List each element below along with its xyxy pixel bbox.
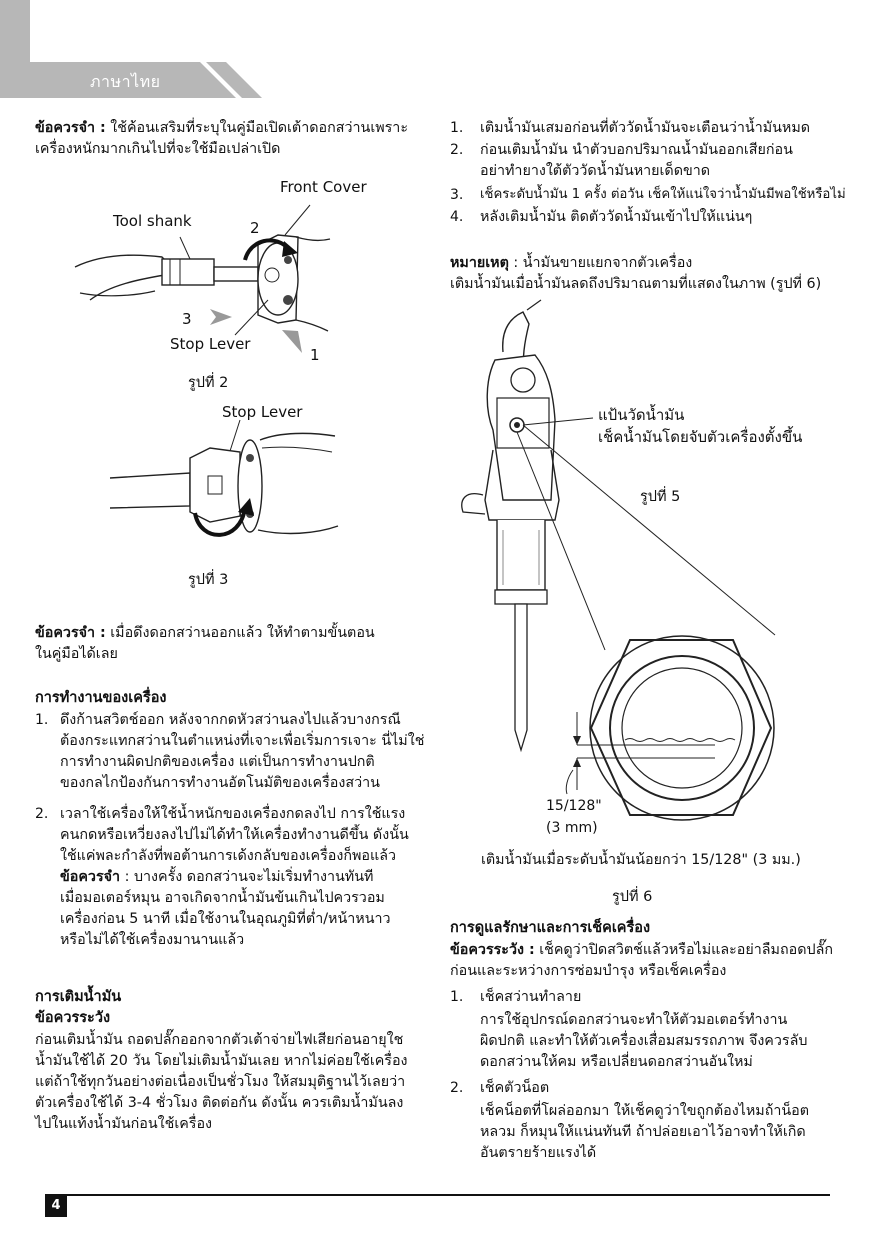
- operation-title: การทำงานของเครื่อง: [35, 690, 167, 706]
- operation-item2-note-line: เครื่องก่อน 5 นาที เมื่อใช้งานในอุณภูมิที่ต่ำ/หน้าหนาว: [60, 911, 391, 927]
- fig5-gauge-desc: เช็คน้ำมันโดยจับตัวเครื่องตั้งขึ้น: [598, 428, 803, 446]
- fig6-measure-inch: 15/128": [546, 798, 602, 814]
- operation-item2-number: 2.: [35, 806, 49, 822]
- fig2-caption: รูปที่ 2: [188, 375, 229, 391]
- oil-line: ก่อนเติมน้ำมัน ถอดปลั๊กออกจากตัวเต้าจ่ายไฟเสียก่อนอายุใช: [35, 1032, 404, 1048]
- maintenance-item1-line: ผิดปกติ และทำให้ตัวเครื่องเสื่อมสมรรถภาพ จึงควรลับ: [480, 1033, 808, 1049]
- oil-line: แต่ถ้าใช้ทุกวันอย่างต่อเนื่องเป็นชั่วโมง ให้สมมุติฐานไว้เลยว่า: [35, 1074, 406, 1090]
- operation-item1-line: ของกลไกป้องกันการทำงานอัตโนมัติของเครื่องสว่าน: [60, 775, 380, 791]
- figure-5-6-illustration: [455, 300, 825, 820]
- note1-line2: เครื่องหนักมากเกินไปที่จะใช้มือเปล่าเปิด: [35, 141, 281, 157]
- maintenance-item1-line: การใช้อุปกรณ์ดอกสว่านจะทำให้ตัวมอเตอร์ทำงาน: [480, 1012, 788, 1028]
- operation-item2-line: เวลาใช้เครื่องให้ใช้น้ำหนักของเครื่องกดลงไป การใช้แรง: [60, 806, 406, 822]
- oil-line: ตัวเครื่องใช้ได้ 3-4 ชั่วโมง ติดต่อกัน ดังนั้น ควรเติมน้ำมันลง: [35, 1095, 404, 1111]
- maintenance-item2-line: หลวม ก็หมุนให้แน่นทันที ถ้าปล่อยเอาไว้อาจทำให้เกิด: [480, 1124, 806, 1140]
- fig2-number-1: 1: [310, 346, 320, 364]
- oil-list-item1-line: เติมน้ำมันเสมอก่อนที่ตัววัดน้ำมันจะเตือนว่าน้ำมันหมด: [480, 120, 811, 136]
- remark-label: หมายเหตุ: [450, 255, 509, 271]
- oil-list-item4-number: 4.: [450, 209, 464, 225]
- fig6-note: เติมน้ำมันเมื่อระดับน้ำมันน้อยกว่า 15/128" (3 มม.): [481, 852, 801, 868]
- operation-item1-line: การทำงานผิดปกติของเครื่อง แต่เป็นการทำงานปกติ: [60, 754, 375, 770]
- oil-list-item3-line: เช็คระดับน้ำมัน 1 ครั้ง ต่อวัน เช็คให้แน่ใจว่าน้ำมันมีพอใช้หรือไม่: [480, 187, 846, 202]
- fig2-front-cover-label: Front Cover: [280, 178, 367, 196]
- operation-item2-note-line: หรือไม่ได้ใช้เครื่องมานานแล้ว: [60, 932, 245, 948]
- operation-item2-note: [60, 867, 373, 887]
- remark-text: : น้ำมันขายแยกจากตัวเครื่อง: [508, 255, 693, 271]
- maintenance-warning-line2: ก่อนและระหว่างการซ่อมบำรุง หรือเช็คเครื่อง: [450, 963, 727, 979]
- oil-list-item2-line: อย่าทำยางใต้ตัววัดน้ำมันหายเด็ดขาด: [480, 163, 711, 179]
- note2: [35, 623, 375, 643]
- remark: [450, 253, 692, 273]
- note1: [35, 118, 408, 138]
- maintenance-title: การดูแลรักษาและการเช็คเครื่อง: [450, 920, 651, 936]
- note1-text: ใช้ค้อนเสริมที่ระบุในคู่มือเปิดเต้าดอกสว่านเพราะ: [105, 120, 409, 136]
- oil-title: การเติมน้ำมัน: [35, 989, 122, 1005]
- maintenance-warning-text: เช็คดูว่าปิดสวิตช์แล้วหรือไม่และอย่าลืมถอดปลั๊ก: [534, 942, 834, 958]
- oil-line: น้ำมันใช้ได้ 20 วัน โดยไม่เติมน้ำมันเลย หากไม่ค่อยใช้เครื่อง: [35, 1053, 408, 1069]
- maintenance-item1-number: 1.: [450, 989, 464, 1005]
- oil-list-item3-number: 3.: [450, 187, 464, 203]
- fig3-stop-lever-label: Stop Lever: [222, 403, 303, 421]
- figure-3-illustration: [110, 418, 340, 548]
- maintenance-item2-line: เช็คน็อตที่โผล่ออกมา ให้เช็คดูว่าใขถูกต้องไหมถ้าน็อต: [480, 1103, 810, 1119]
- operation-item2-note-line: เมื่อมอเตอร์หมุน อาจเกิดจากน้ำมันข้นเกินไปควรวอม: [60, 890, 385, 906]
- maintenance-item1-title: เช็คสว่านทำลาย: [480, 989, 582, 1005]
- page-number: 4: [45, 1195, 67, 1217]
- operation-item2-note-text: : บางครั้ง ดอกสว่านจะไม่เริ่มทำงานทันที: [120, 869, 374, 885]
- note2-text: เมื่อดึงดอกสว่านออกแล้ว ให้ทำตามขั้นตอน: [105, 625, 375, 641]
- fig2-number-3: 3: [182, 310, 192, 328]
- fig5-gauge-label: แป้นวัดน้ำมัน: [598, 406, 685, 424]
- maintenance-item1-line: ดอกสว่านให้คม หรือเปลี่ยนดอกสว่านอันใหม่: [480, 1054, 753, 1070]
- operation-item1-number: 1.: [35, 712, 49, 728]
- operation-item2-note-label: ข้อควรจำ: [60, 869, 121, 885]
- fig3-caption: รูปที่ 3: [188, 572, 229, 588]
- fig2-tool-shank-label: Tool shank: [113, 212, 192, 230]
- operation-item1-line: ดึงก้านสวิตช์ออก หลังจากกดหัวสว่านลงไปแล้วบางกรณี: [60, 712, 401, 728]
- oil-line: ไปในแท้งน้ำมันก่อนใช้เครื่อง: [35, 1116, 213, 1132]
- maintenance-item2-line: อันตรายร้ายแรงได้: [480, 1145, 597, 1161]
- operation-item2-line: ใช้แค่พละกำลังที่พอต้านการเด้งกลับของเครื่องก็พอแล้ว: [60, 848, 396, 864]
- fig2-number-2: 2: [250, 219, 260, 237]
- fig5-caption: รูปที่ 5: [640, 489, 681, 505]
- maintenance-item2-number: 2.: [450, 1080, 464, 1096]
- operation-item1-line: ต้องกระแทกสว่านในตำแหน่งที่เจาะเพื่อเริ่มการเจาะ นี่ไม่ใช่: [60, 733, 425, 749]
- note2-line2: ในคู่มือได้เลย: [35, 646, 118, 662]
- maintenance-item2-title: เช็คตัวน็อต: [480, 1080, 550, 1096]
- footer-rule: [45, 1194, 830, 1196]
- fig2-stop-lever-label: Stop Lever: [170, 335, 251, 353]
- oil-list-item2-number: 2.: [450, 142, 464, 158]
- oil-list-item4-line: หลังเติมน้ำมัน ติดตัววัดน้ำมันเข้าไปให้แน่นๆ: [480, 209, 753, 225]
- fig6-measure-mm: (3 mm): [546, 820, 598, 836]
- oil-subtitle: ข้อควรระวัง: [35, 1010, 111, 1026]
- note2-label: ข้อควรจำ :: [35, 625, 106, 641]
- oil-list-item1-number: 1.: [450, 120, 464, 136]
- note1-label: ข้อควรจำ :: [35, 120, 106, 136]
- language-tab-label: ภาษาไทย: [90, 72, 161, 91]
- oil-list-item2-line: ก่อนเติมน้ำมัน นำตัวบอกปริมาณน้ำมันออกเสียก่อน: [480, 142, 793, 158]
- operation-item2-line: คนกดหรือเหวี่ยงลงไปไม่ได้ทำให้เครื่องทำงานดีขึ้น ดังนั้น: [60, 827, 409, 843]
- maintenance-warning-label: ข้อควรระวัง :: [450, 942, 535, 958]
- remark-line2: เติมน้ำมันเมื่อน้ำมันลดถึงปริมาณตามที่แสดงในภาพ (รูปที่ 6): [450, 276, 822, 292]
- maintenance-warning: [450, 940, 833, 960]
- fig6-caption: รูปที่ 6: [612, 889, 653, 905]
